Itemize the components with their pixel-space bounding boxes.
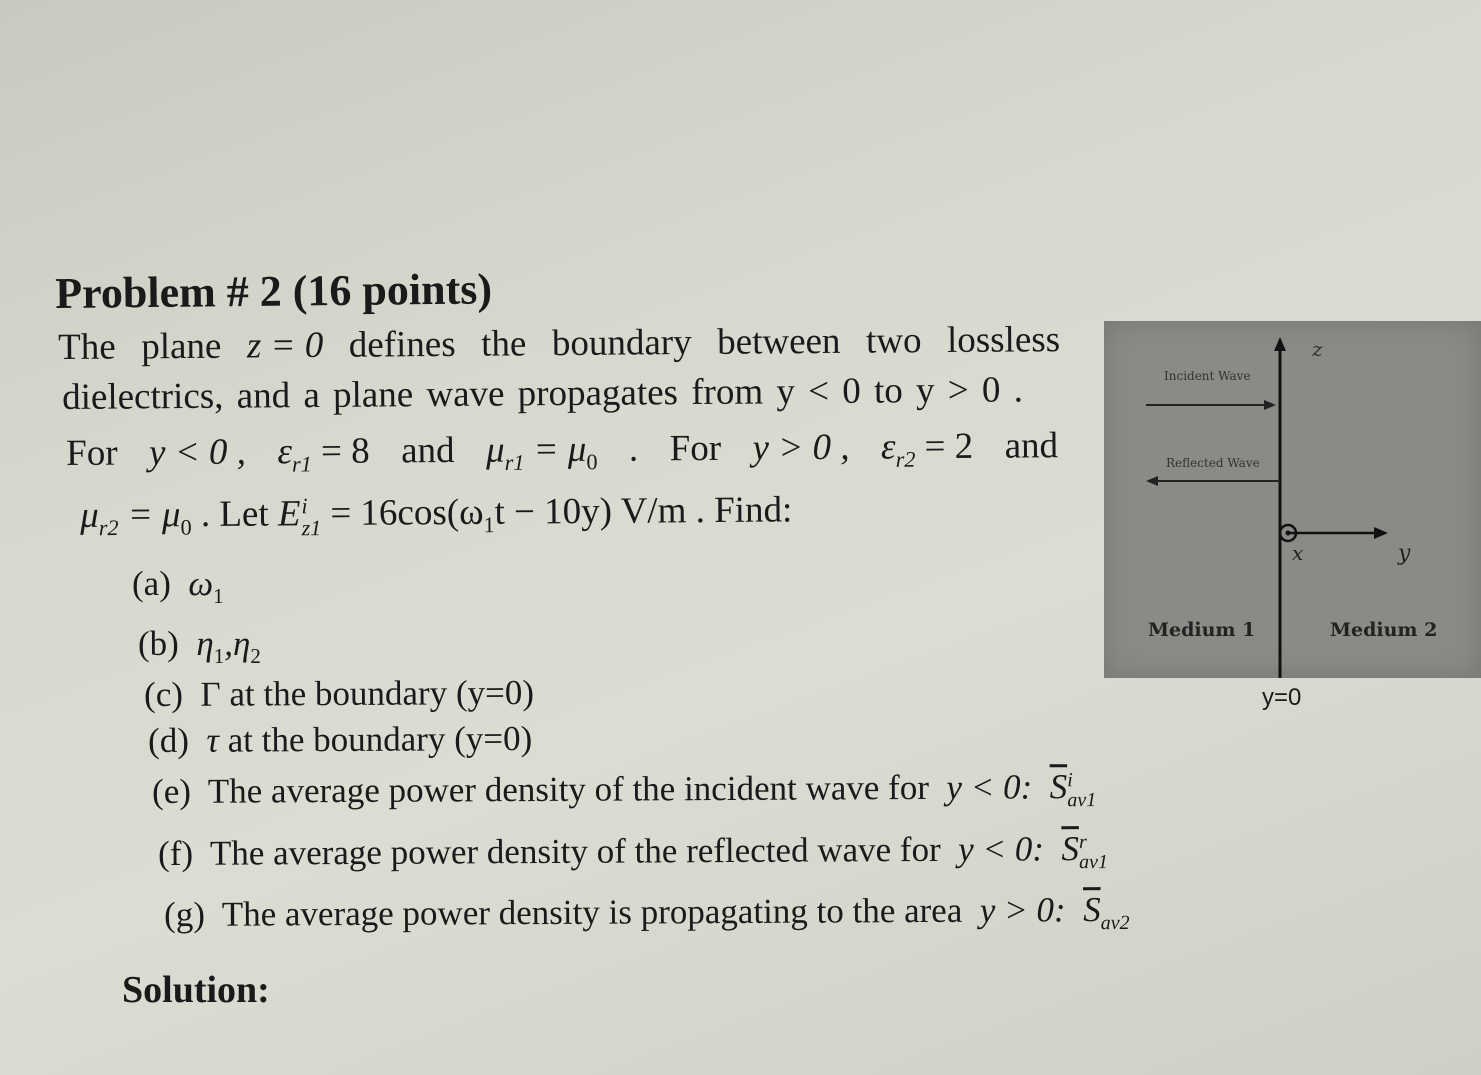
eta-symbol: ,η <box>224 624 251 663</box>
item-label: (f) <box>158 833 194 873</box>
subscript: av2 <box>1100 911 1130 935</box>
item-text: Γ at the boundary (y=0) <box>200 672 535 714</box>
y-axis-arrowhead <box>1374 527 1388 539</box>
subscript: z1 <box>301 514 322 540</box>
word: For <box>66 432 118 474</box>
item-label: (d) <box>148 720 190 760</box>
boundary-y0-label: y=0 <box>1262 684 1302 711</box>
y-axis-label: y <box>1398 541 1411 566</box>
subscript: av1 <box>1067 789 1097 812</box>
solution-heading: Solution: <box>122 969 270 1011</box>
poynting-scripts <box>1067 770 1096 810</box>
equals-mu: = μ <box>118 494 181 536</box>
equation-z0: z = 0 <box>246 324 324 367</box>
statement-line-3 <box>66 424 1058 479</box>
word: For <box>669 427 722 470</box>
mu-r1 <box>486 428 598 476</box>
z-axis-arrowhead <box>1274 337 1286 351</box>
omega-symbol: ω <box>188 564 214 603</box>
item-label: (c) <box>144 674 184 714</box>
subscript: av1 <box>1079 850 1109 874</box>
word: between <box>717 320 841 363</box>
x-axis-label: x <box>1292 541 1304 565</box>
word: The <box>58 326 116 368</box>
epsilon-symbol: ε <box>880 426 896 468</box>
condition: y < 0: <box>958 829 1045 869</box>
item-label: (a) <box>132 564 171 603</box>
subscript: 0 <box>586 449 598 475</box>
word: and <box>1004 425 1059 467</box>
superscript: i <box>301 492 308 518</box>
epsilon-symbol: ε <box>277 431 293 473</box>
item-d <box>148 719 532 761</box>
poynting-symbol: $\overline{S}$ <box>1061 829 1080 869</box>
item-label: (g) <box>164 894 206 934</box>
epsilon-r2 <box>881 425 974 473</box>
tau-symbol: τ <box>206 720 220 760</box>
value: = 8 <box>320 430 370 472</box>
incident-arrowhead <box>1264 400 1276 410</box>
item-text: The average power density of the reflected wave for <box>209 829 941 873</box>
item-f <box>158 829 1108 877</box>
condition-y-neg: y < 0 , <box>148 431 247 474</box>
incident-wave-label: Incident Wave <box>1164 369 1251 383</box>
subscript: r2 <box>98 515 119 541</box>
expression: = 16cos(ω <box>320 491 484 535</box>
subscript: 1 <box>483 512 495 538</box>
problem-title: Problem # 2 (16 points) <box>55 264 493 318</box>
reflected-arrowhead <box>1146 476 1158 486</box>
e-field-scripts <box>301 492 322 540</box>
z-axis-label: z <box>1312 337 1323 361</box>
word: plane <box>141 325 222 368</box>
condition: y > 0: <box>979 890 1066 930</box>
subscript: r1 <box>504 449 525 475</box>
statement-line-4 <box>80 488 792 541</box>
subscript: 1 <box>213 584 224 608</box>
reflected-wave-label: Reflected Wave <box>1166 456 1260 470</box>
expression-rest: t − 10y) V/m . Find: <box>494 489 793 533</box>
subscript: r2 <box>895 446 916 472</box>
eta-symbol: η <box>196 624 214 663</box>
subscript: 1 <box>213 644 225 668</box>
item-text: The average power density is propagating to the area <box>221 890 963 934</box>
let-text: . Let <box>191 493 279 536</box>
epsilon-r1 <box>277 430 370 478</box>
subscript: 0 <box>180 514 192 540</box>
item-text: The average power density of the incident wave for <box>207 767 930 811</box>
word: lossless <box>946 319 1061 362</box>
superscript: r <box>1078 831 1087 854</box>
statement-line-2: dielectrics, and a plane wave propagates from y < 0 to y > 0 . <box>62 369 1024 418</box>
item-label: (e) <box>152 771 192 811</box>
poynting-symbol: $\overline{S}$ <box>1083 890 1101 930</box>
word: two <box>865 320 922 362</box>
diagram-figure <box>1104 321 1481 678</box>
poynting-symbol: $\overline{S}$ <box>1049 767 1068 807</box>
word: boundary <box>551 322 692 365</box>
subscript: 2 <box>250 644 261 668</box>
statement-line-1 <box>58 318 1060 369</box>
condition-y-pos: y > 0 , <box>752 426 850 469</box>
x-axis-dot <box>1286 531 1291 536</box>
item-b <box>138 624 261 669</box>
value: = 2 <box>924 425 974 468</box>
condition: y < 0: <box>946 767 1033 807</box>
medium-1-label: Medium 1 <box>1148 619 1256 641</box>
mu-symbol: μ <box>80 494 99 536</box>
superscript: i <box>1067 769 1073 792</box>
subscript: r1 <box>292 451 312 477</box>
item-c <box>144 673 534 715</box>
word: defines <box>348 323 456 366</box>
medium-2-label: Medium 2 <box>1330 619 1438 641</box>
period: . <box>628 428 639 470</box>
e-field-symbol: E <box>277 493 301 535</box>
item-g <box>164 890 1130 940</box>
word: and <box>400 429 455 472</box>
item-e <box>152 767 1096 815</box>
value: = μ <box>533 428 587 471</box>
word: the <box>481 323 527 365</box>
poynting-scripts <box>1079 832 1108 872</box>
item-text: at the boundary (y=0) <box>218 718 533 760</box>
mu-symbol: μ <box>485 429 505 471</box>
item-a <box>132 564 224 609</box>
item-label: (b) <box>138 624 179 663</box>
